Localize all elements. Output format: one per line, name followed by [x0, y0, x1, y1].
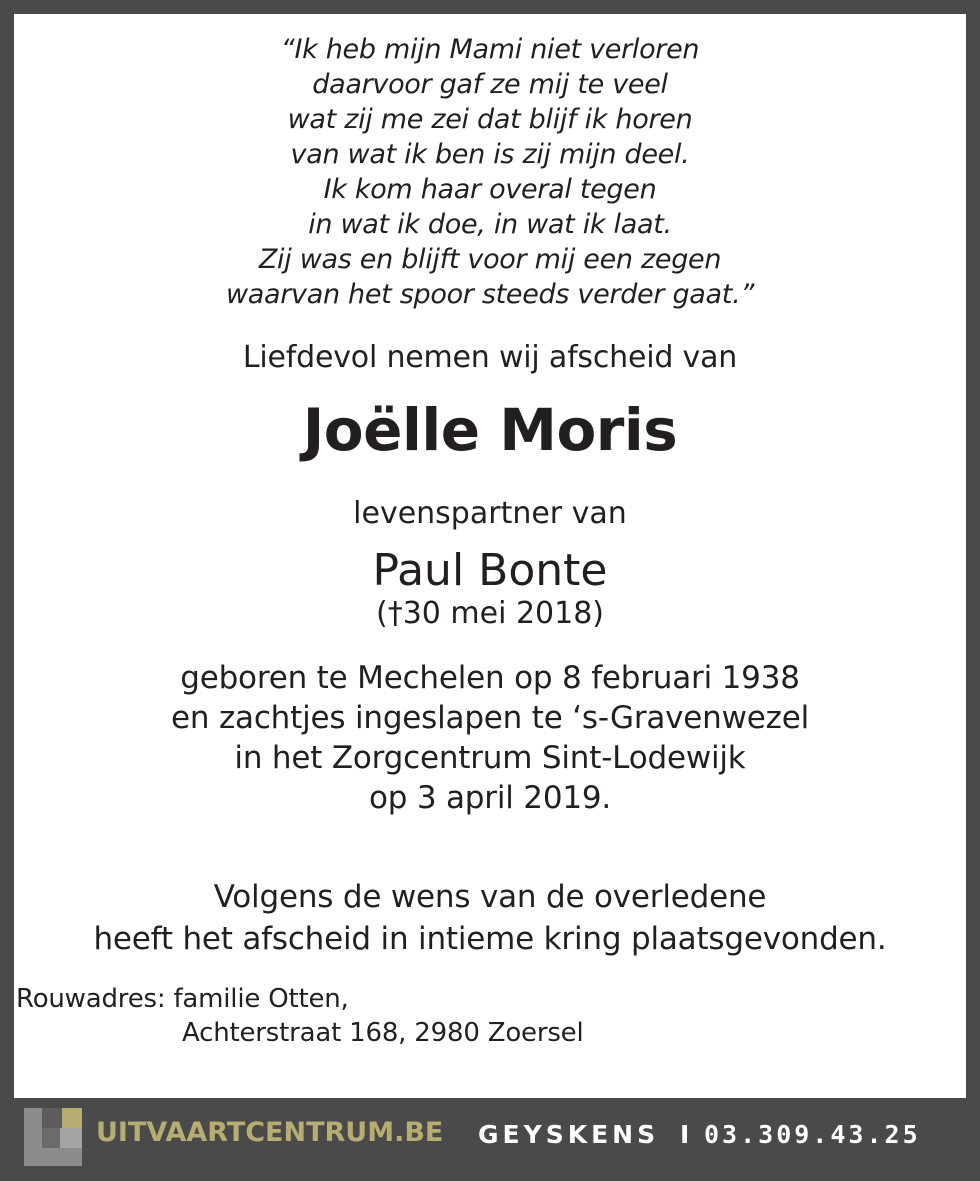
- poem-line: waarvan het spoor steeds verder gaat.”: [225, 279, 755, 310]
- footer-bar: [0, 1098, 980, 1181]
- address-line: Rouwadres: familie Otten,: [16, 984, 349, 1014]
- poem-line: wat zij me zei dat blijf ik horen: [287, 104, 693, 135]
- obituary-card: [14, 14, 966, 1098]
- poem: [14, 32, 966, 312]
- funeral-wish: [14, 876, 966, 960]
- poem-line: van wat ik ben is zij mijn deel.: [290, 139, 690, 170]
- address-line: Achterstraat 168, 2980 Zoersel: [182, 1018, 584, 1048]
- poem-line: daarvoor gaf ze mij te veel: [312, 69, 668, 100]
- details-line: in het Zorgcentrum Sint-Lodewijk: [234, 740, 746, 776]
- separator: I: [680, 1120, 690, 1149]
- poem-line: Zij was en blijft voor mij een zegen: [258, 244, 722, 275]
- intro-text: Liefdevol nemen wij afscheid van: [242, 340, 738, 375]
- uitvaartcentrum-logo-icon: [24, 1108, 82, 1166]
- wish-line: Volgens de wens van de overledene: [213, 879, 767, 915]
- details-line: op 3 april 2019.: [368, 780, 612, 816]
- partner-name: Paul Bonte: [372, 545, 608, 596]
- funeral-home-name: GEYSKENS: [478, 1120, 660, 1149]
- phone-number[interactable]: 03.309.43.25: [704, 1120, 921, 1149]
- brand-link[interactable]: UITVAARTCENTRUM.BE: [96, 1117, 444, 1148]
- mourning-address: [16, 982, 584, 1050]
- poem-line: “Ik heb mijn Mami niet verloren: [280, 34, 700, 65]
- wish-line: heeft het afscheid in intieme kring plaatsgevonden.: [93, 921, 887, 957]
- deceased-name: Joëlle Moris: [302, 396, 678, 464]
- details-line: geboren te Mechelen op 8 februari 1938: [180, 660, 800, 696]
- poem-line: in wat ik doe, in wat ik laat.: [308, 209, 672, 240]
- birth-death-details: [14, 658, 966, 818]
- details-line: en zachtjes ingeslapen te ‘s-Gravenwezel: [170, 700, 810, 736]
- partner-death-date: (†30 mei 2018): [375, 596, 605, 631]
- partner-label: levenspartner van: [353, 496, 627, 531]
- poem-line: Ik kom haar overal tegen: [323, 174, 657, 205]
